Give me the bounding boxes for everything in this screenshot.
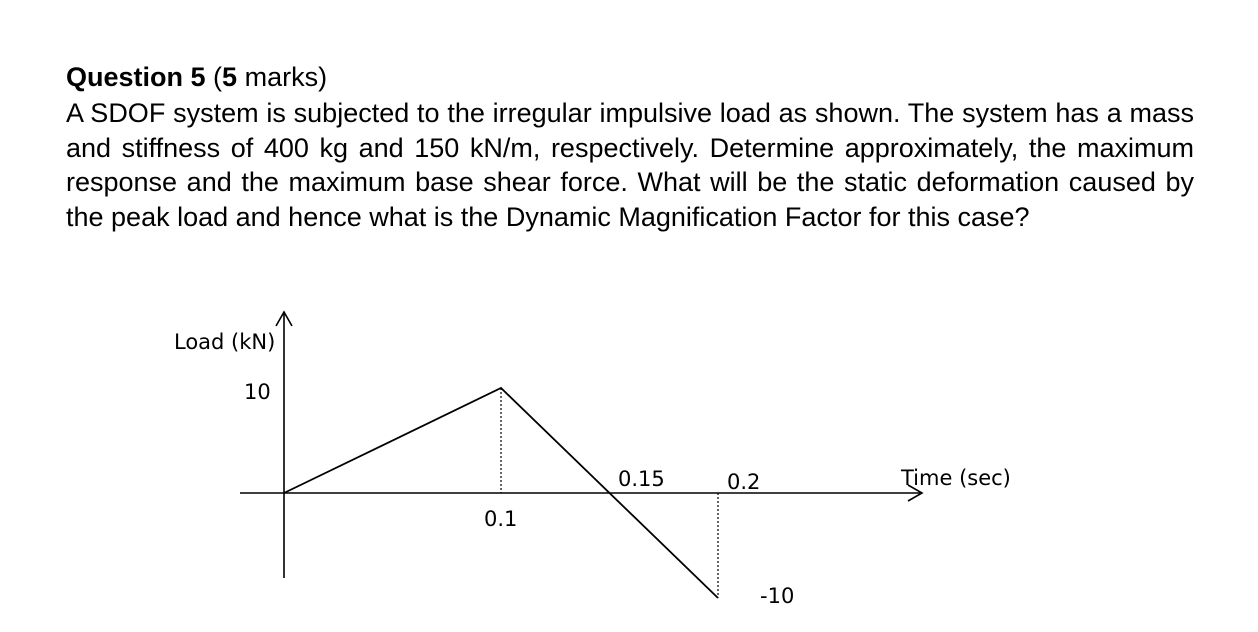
question-text: A SDOF system is subjected to the irregular impulsive load as shown. The system has a mass and stiffness of 400 kg and 150 kN/m, respectively. Determine approximately, the maximum response and the maximum base shear force. What will be the static deformation caused by the peak load and hence what is the Dynamic Magnification Factor for this case? xyxy=(66,98,1194,232)
question-marks-word: marks xyxy=(244,62,319,92)
question-heading: Question 5 (5 marks) xyxy=(66,62,328,92)
y-tick-label-minus-10: -10 xyxy=(760,584,795,608)
y-tick-label-10: 10 xyxy=(244,380,271,404)
x-axis-label: Time (sec) xyxy=(901,466,1011,490)
x-tick-label-0-2: 0.2 xyxy=(727,470,761,494)
question-marks-number: 5 xyxy=(222,62,238,92)
x-tick-label-0-1: 0.1 xyxy=(484,507,518,531)
question-title: Question 5 xyxy=(66,62,206,92)
x-tick-label-0-15: 0.15 xyxy=(618,467,665,491)
y-axis-label: Load (kN) xyxy=(174,330,276,354)
